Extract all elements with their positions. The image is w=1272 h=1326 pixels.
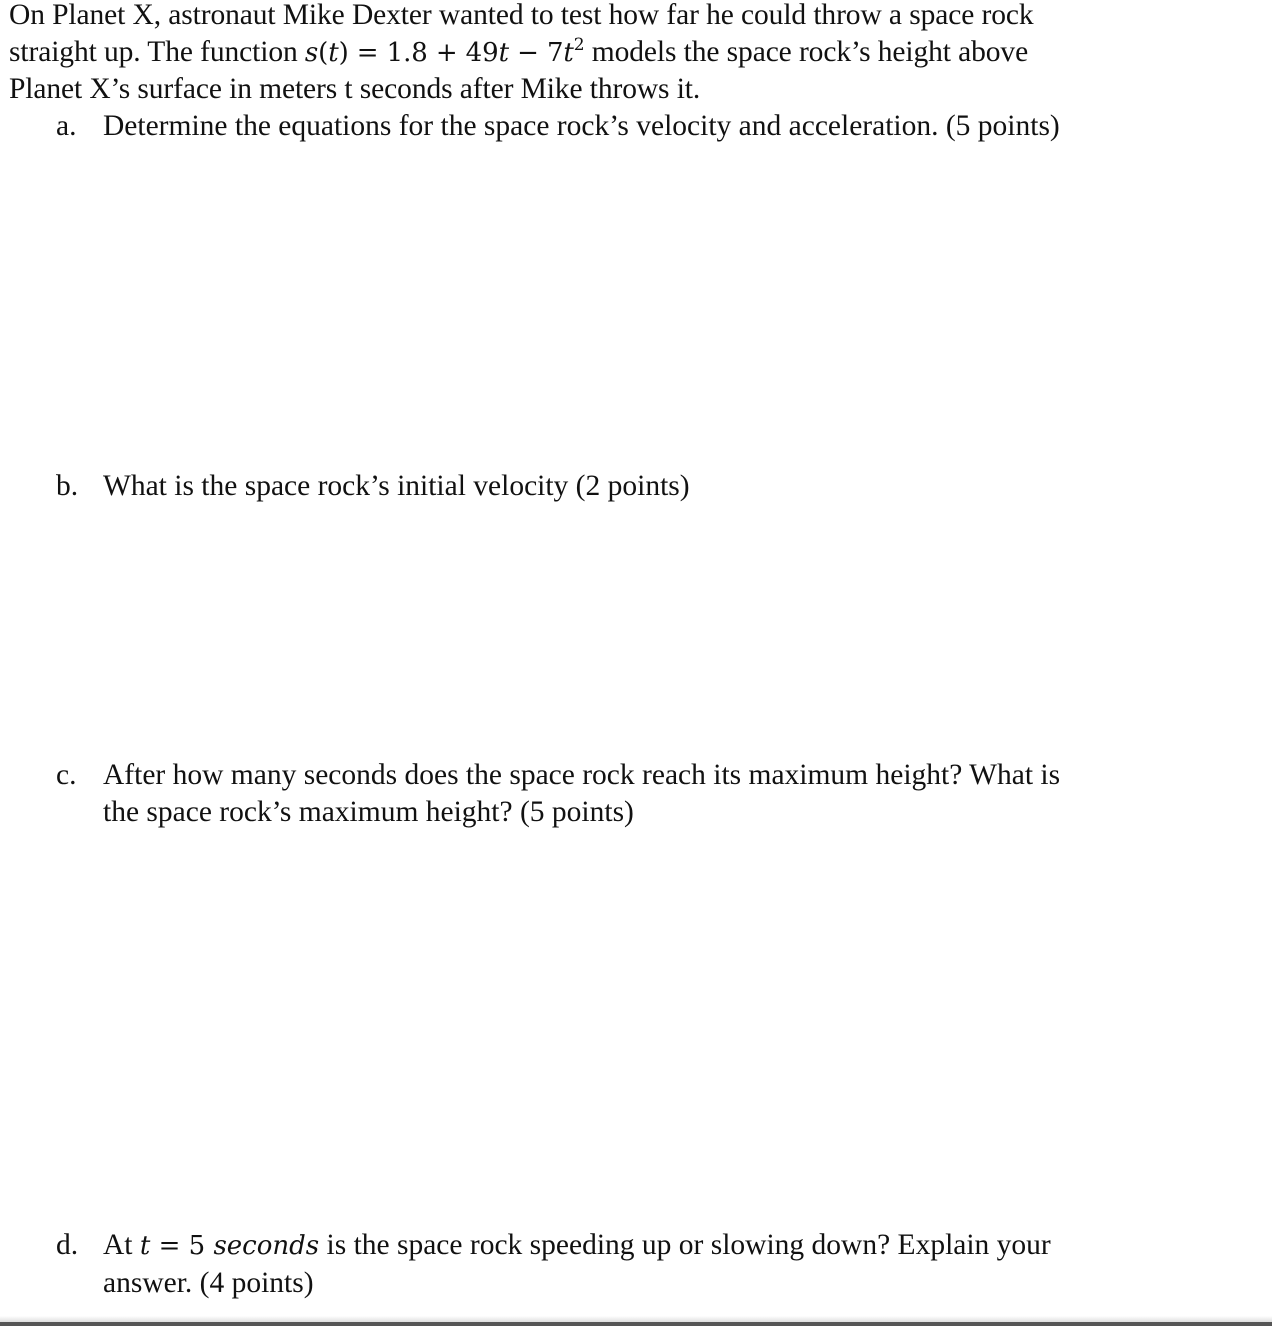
question-a bbox=[56, 108, 1246, 145]
question-b bbox=[56, 468, 1246, 505]
question-b-text: What is the space rock’s initial velocity (2 points) bbox=[103, 470, 690, 502]
question-d bbox=[56, 1227, 1246, 1301]
question-a-text: Determine the equations for the space rock’s velocity and acceleration. (5 points) bbox=[103, 110, 1060, 142]
question-c bbox=[56, 757, 1246, 830]
question-c-marker: c. bbox=[56, 759, 77, 791]
intro-line-2-tail: models the space rock’s height above bbox=[584, 35, 1029, 68]
question-d-marker: d. bbox=[56, 1229, 79, 1261]
intro-line-3: Planet X’s surface in meters t seconds after Mike throws it. bbox=[9, 73, 701, 105]
time-condition: t = 5 seconds bbox=[139, 1231, 320, 1261]
height-function: $s(t) = 1.8 + 49t - 7t^2$ bbox=[304, 34, 585, 68]
question-d-text: At t = 5 seconds is the space rock speeding up or slowing down? Explain your answer. (4 points) bbox=[103, 1229, 1051, 1299]
problem-statement bbox=[9, 0, 1259, 108]
intro-line-2-text: straight up. The function bbox=[9, 35, 305, 68]
question-a-marker: a. bbox=[56, 110, 77, 142]
intro-line-1: On Planet X, astronaut Mike Dexter wanted to test how far he could throw a space rock bbox=[9, 0, 1034, 31]
page-bottom-edge bbox=[0, 1322, 1272, 1326]
question-b-marker: b. bbox=[56, 470, 79, 502]
question-c-text: After how many seconds does the space rock reach its maximum height? What is the space rock’s maximum height? (5 points) bbox=[103, 759, 1061, 828]
intro-line-2 bbox=[9, 34, 1259, 72]
